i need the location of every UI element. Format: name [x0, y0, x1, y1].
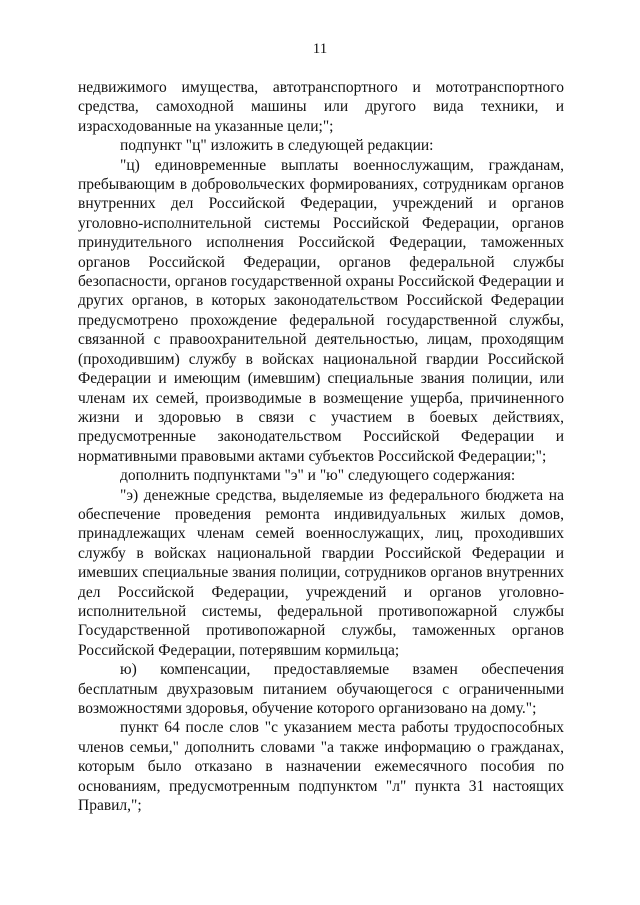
paragraph: ю) компенсации, предоставляемые взамен обеспечения бесплатным двухразовым питанием обучающегося с ограниченными возможностями здоровья, обучение которого организовано на дому.";	[78, 661, 564, 717]
paragraph: недвижимого имущества, автотранспортного и мототранспортного средства, самоходной машины или другого вида техники, и израсходованные на указанные цели;";	[78, 79, 564, 135]
paragraph: пункт 64 после слов "с указанием места работы трудоспособных членов семьи," дополнить словами "а также информацию о гражданах, которым было отказано в назначении ежемесячного пособия по основаниям, предусмотренным подпунктом "л" пункта 31 настоящих Правил,";	[78, 719, 564, 815]
paragraph: дополнить подпунктами "э" и "ю" следующего содержания:	[120, 467, 516, 485]
page-number: 11	[312, 41, 328, 57]
paragraph: подпункт "ц" изложить в следующей редакции:	[120, 137, 434, 155]
paragraph: "ц) единовременные выплаты военнослужащим, гражданам, пребывающим в добровольческих формированиях, сотрудникам органов внутренних дел Российской Федерации, учреждений и органов уголовно-исполнительной системы Российской Федерации, органов принудительного исполнения Российской Федерации, таможенных органов Российской Федерации, органов федеральной службы безопасности, органов государственной охраны Российской Федерации и других органов, в которых законодательством Российской Федерации предусмотрено прохождение федеральной государственной службы, связанной с правоохранительной деятельностью, лицам, проходящим (проходившим) службу в войсках национальной гвардии Российской Федерации и имеющим (имевшим) специальные звания полиции, или членам их семей, производимые в возмещение ущерба, причиненного жизни и здоровью в связи с участием в боевых действиях, предусмотренные законодательством Российской Федерации и нормативными правовыми актами субъектов Российской Федерации;";	[78, 156, 564, 465]
document-body	[78, 78, 564, 815]
paragraph: "э) денежные средства, выделяемые из федерального бюджета на обеспечение проведения ремонта индивидуальных жилых домов, принадлежащих членам семей военнослужащих, лиц, проходивших службу в войсках национальной гвардии Российской Федерации и имевших специальные звания полиции, сотрудников органов внутренних дел Российской Федерации, учреждений и органов уголовно-исполнительной системы, федеральной противопожарной службы Государственной противопожарной службы, таможенных органов Российской Федерации, потерявшим кормильца;	[78, 486, 564, 659]
